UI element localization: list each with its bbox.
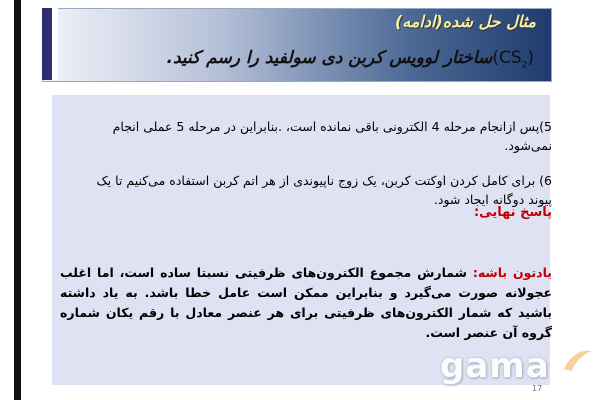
formula-open: (CS	[498, 48, 534, 68]
subtitle-text: ساختار لوویس کربن دی سولفید را رسم کنید.	[166, 48, 493, 68]
left-white-stripe	[0, 0, 14, 400]
slide-subtitle	[167, 48, 534, 70]
reminder-note	[60, 263, 552, 343]
formula	[492, 48, 534, 71]
content-panel	[52, 95, 550, 385]
formula-subscript: 2	[521, 60, 528, 71]
reminder-label: یادتون باشه:	[472, 265, 552, 280]
gama-logo: gama	[440, 346, 550, 386]
left-black-stripe	[14, 0, 21, 400]
step-6-text: 6) برای کامل کردن اوکتت کربن، یک زوج ناپیوندی از هر اتم کربن استفاده می‌کنیم تا یک پیوند دوگانه ایجاد شود.	[96, 173, 552, 207]
formula-close: )	[492, 48, 499, 68]
logo-swoosh-icon	[560, 345, 594, 373]
page-number: 17	[532, 384, 543, 393]
reminder-text: شمارش مجموع الکترون‌های ظرفیتی نسبتا ساده است، اما اغلب عجولانه صورت می‌گیرد و بنابراین ممکن است عامل خطا باشد. به یاد داشته باشید که شمار الکترون‌های ظرفیتی برای هر عنصر معادل با رقم یکان شماره گروه آن عنصر است.	[60, 265, 552, 340]
final-answer-label: پاسخ نهایی:	[473, 205, 552, 220]
title-banner-edge	[42, 8, 52, 80]
step-5-text: 5)پس ازانجام مرحله 4 الکترونی باقی نمانده است، .بنابراین در مرحله 5 عملی انجام نمی‌شود.	[112, 119, 552, 153]
slide-title: مثال حل شده(ادامه)	[394, 12, 536, 31]
title-banner-notch	[52, 8, 58, 80]
